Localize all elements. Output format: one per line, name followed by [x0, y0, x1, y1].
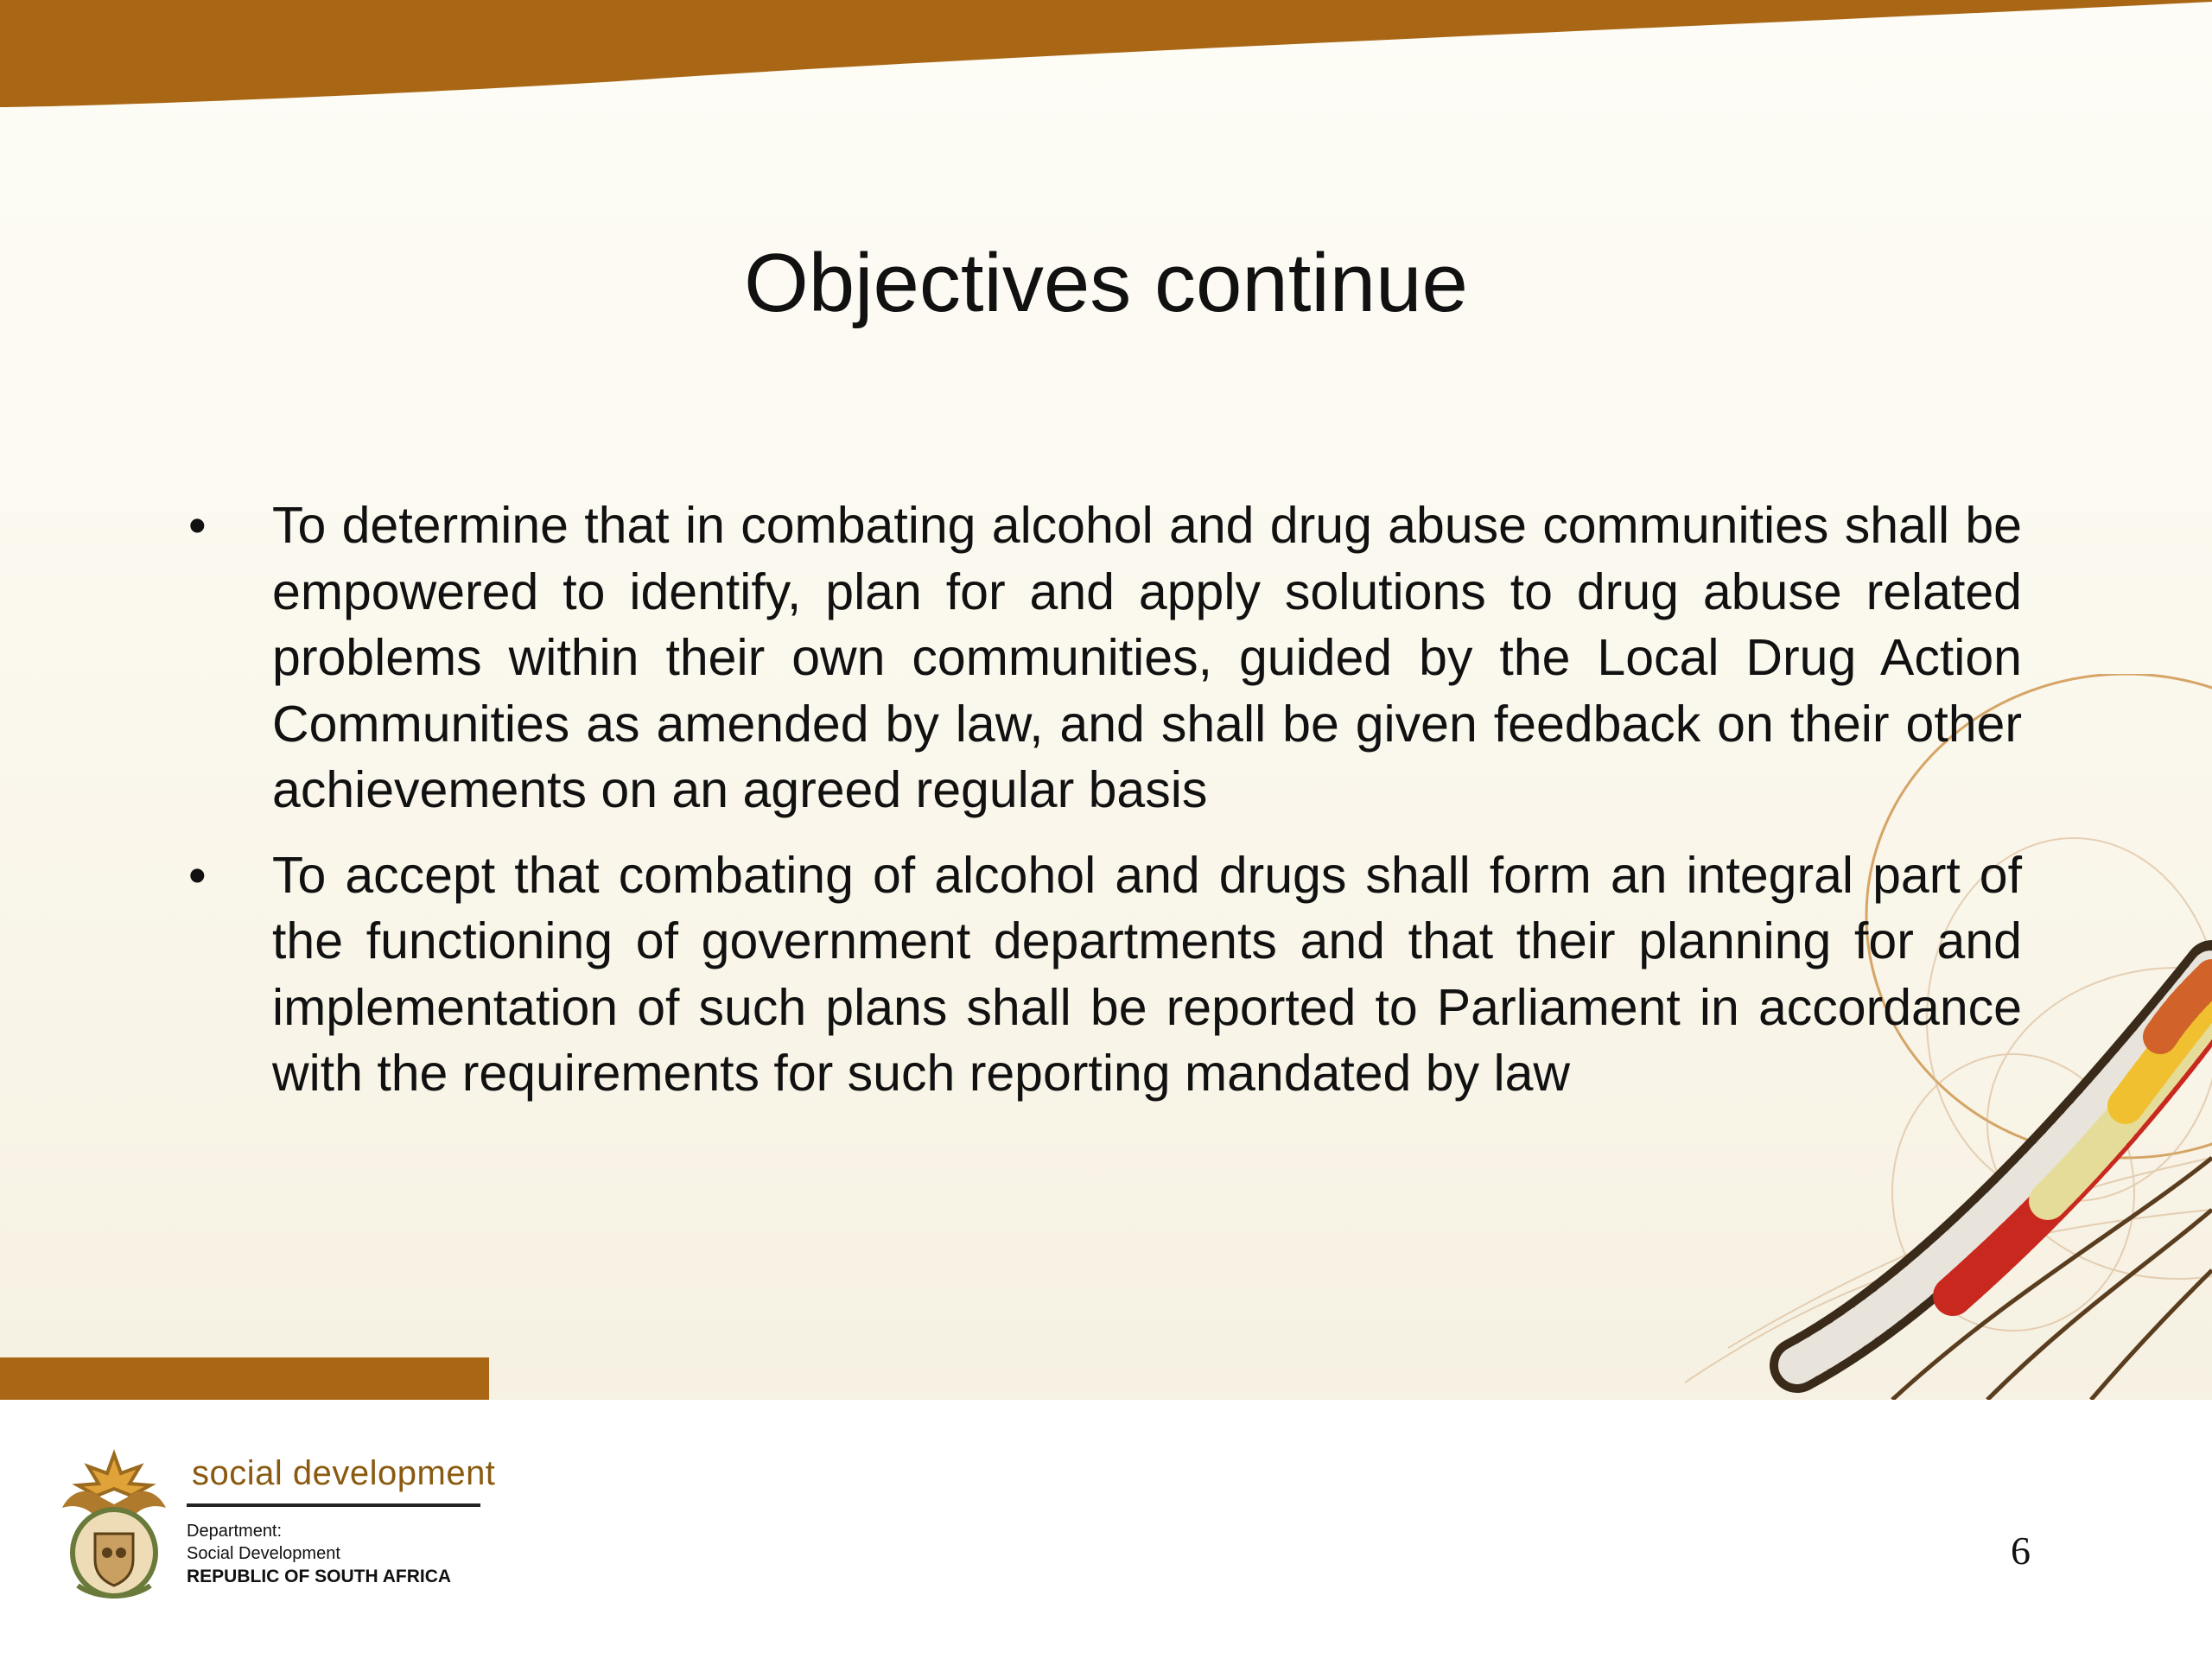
department-logo	[54, 1439, 503, 1611]
bullet-text: To determine that in combating alcohol and drug abuse communities shall be empowered to identify, plan for and apply solutions to drug abuse related problems within their own communities, guided by the Local Drug Action Communities as amended by law, and shall be given feedback on their other achievements on an agreed regular basis	[272, 497, 2022, 818]
bullet-marker: •	[188, 846, 207, 904]
department-name: Social Development	[187, 1544, 340, 1563]
bottom-accent-band	[0, 1357, 489, 1400]
coat-of-arms-icon	[54, 1447, 175, 1603]
bullet-item	[173, 842, 2022, 1107]
slide-title: Objectives continue	[744, 237, 1468, 329]
bullet-list	[173, 493, 2022, 1126]
brand-name: social development	[192, 1454, 496, 1492]
bullet-marker: •	[188, 497, 207, 554]
bullet-item	[173, 493, 2022, 823]
brand-divider	[187, 1503, 480, 1507]
country-name: REPUBLIC OF SOUTH AFRICA	[187, 1567, 452, 1586]
department-label: Department:	[187, 1522, 283, 1541]
bullet-text: To accept that combating of alcohol and drugs shall form an integral part of the functioning of government departments and that their planning for and implementation of such plans shall be reported to Parliament in accordance with the requirements for such reporting mandated by law	[272, 846, 2022, 1102]
top-accent-band	[0, 0, 2212, 112]
page-number: 6	[2011, 1529, 2031, 1573]
